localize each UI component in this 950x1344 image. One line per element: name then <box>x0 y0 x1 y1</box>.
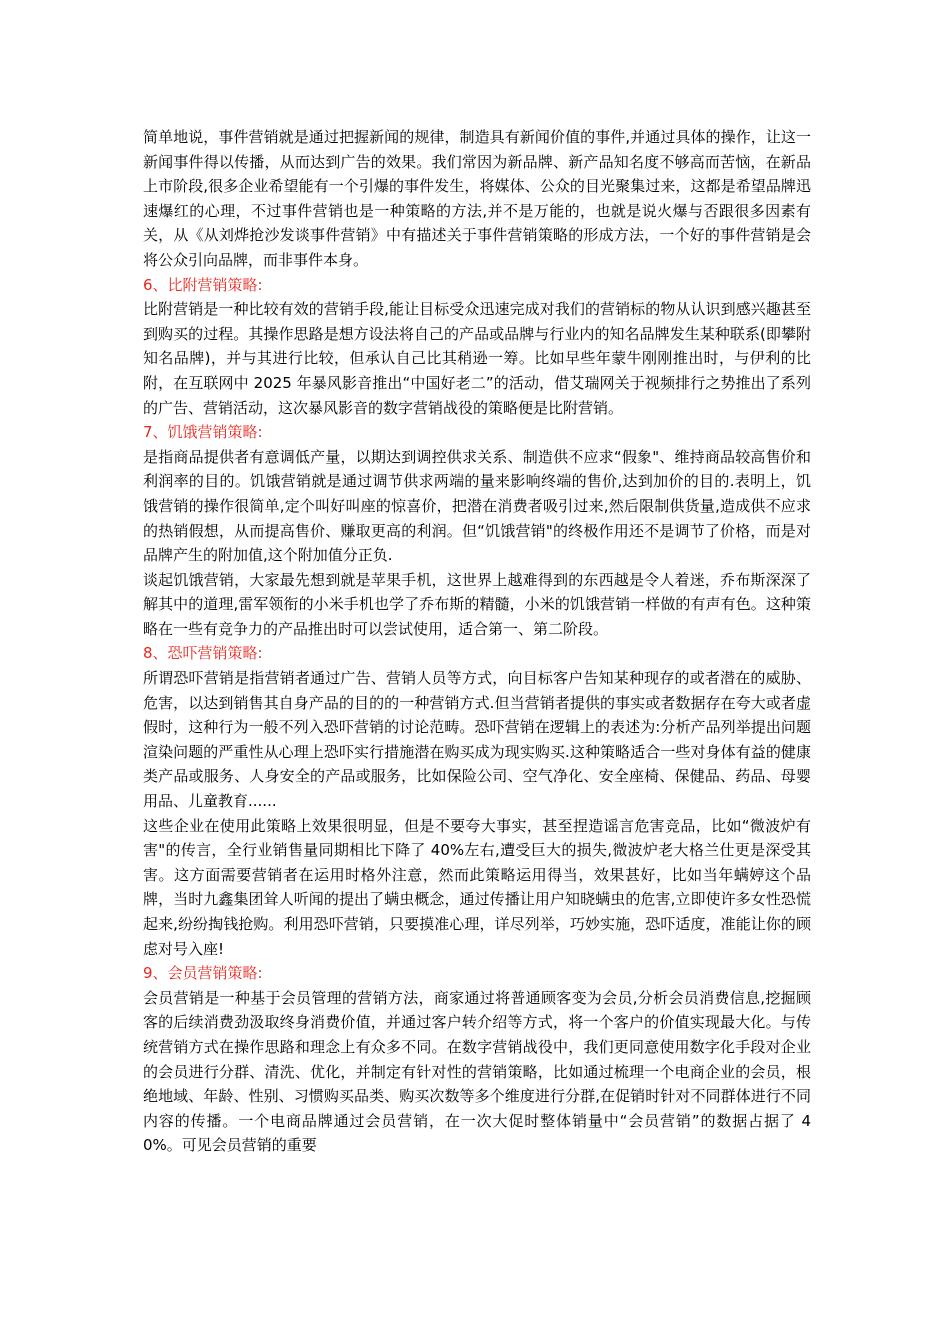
document-page <box>143 125 811 1158</box>
paragraph-hunger-marketing-example: 谈起饥饿营销，大家最先想到就是苹果手机，这世界上越难得到的东西越是令人着迷，乔布斯深深了解其中的道理,雷军领衔的小米手机也学了乔布斯的精髓，小米的饥饿营销一样做的有声有色。这种策略在一些有竞争力的产品推出时可以尝试使用，适合第一、第二阶段。 <box>143 570 811 638</box>
paragraph-fear-marketing-example: 这些企业在使用此策略上效果很明显，但是不要夸大事实，甚至捏造谣言危害竞品，比如“微波炉有害"的传言，全行业销售量同期相比下降了 40%左右,遭受巨大的损失,微波炉老大格兰仕更是深受其害。这方面需要营销者在运用时格外注意，然而此策略运用得当，效果甚好，比如当年螨婷这个品牌，当时九鑫集团耸人听闻的提出了螨虫概念，通过传播让用户知晓螨虫的危害,立即使许多女性恐慌起来,纷纷掏钱抢购。利用恐吓营销，只要摸准心理，详尽列举，巧妙实施，恐吓适度，准能让你的顾虑对号入座! <box>143 816 811 958</box>
paragraph-hunger-marketing-definition: 是指商品提供者有意调低产量，以期达到调控供求关系、制造供不应求“假象"、维持商品较高售价和利润率的目的。饥饿营销就是通过调节供求两端的量来影响终端的售价,达到加价的目的.表明上，饥饿营销的操作很简单,定个叫好叫座的惊喜价，把潜在消费者吸引过来,然后限制供货量,造成供不应求的热销假想，从而提高售价、赚取更高的利润。但“饥饿营销"的终极作用还不是调节了价格，而是对品牌产生的附加值,这个附加值分正负. <box>143 447 811 565</box>
paragraph-member-marketing: 会员营销是一种基于会员管理的营销方法，商家通过将普通顾客变为会员,分析会员消费信息,挖掘顾客的后续消费劲汲取终身消费价值，并通过客户转介绍等方式，将一个客户的价值实现最大化。与传统营销方式在操作思路和理念上有众多不同。在数字营销战役中，我们更同意使用数字化手段对企业的会员进行分群、清洗、优化，并制定有针对性的营销策略，比如通过梳理一个电商企业的会员，根绝地域、年龄、性别、习惯购买品类、购买次数等多个维度进行分群,在促销时针对不同群体进行不同内容的传播。一个电商品牌通过会员营销，在一次大促时整体销量中“会员营销”的数据占据了 40%。可见会员营销的重要 <box>143 988 811 1155</box>
paragraph-event-marketing-summary: 简单地说，事件营销就是通过把握新闻的规律，制造具有新闻价值的事件,并通过具体的操作，让这一新闻事件得以传播，从而达到广告的效果。我们常因为新品牌、新产品知名度不够高而苦恼，在新品上市阶段,很多企业希望能有一个引爆的事件发生，将媒体、公众的目光聚集过来，这都是希望品牌迅速爆红的心理，不过事件营销也是一种策略的方法,并不是万能的，也就是说火爆与否跟很多因素有关，从《从刘烨抢沙发谈事件营销》中有描述关于事件营销策略的形成方法，一个好的事件营销是会将公众引向品牌，而非事件本身。 <box>143 128 811 269</box>
heading-comparison-marketing: 6、比附营销策略: <box>143 275 263 294</box>
paragraph-comparison-marketing: 比附营销是一种比较有效的营销手段,能让目标受众迅速完成对我们的营销标的物从认识到感兴趣甚至到购买的过程。其操作思路是想方设法将自己的产品或品牌与行业内的知名品牌发生某种联系(即攀附知名品牌)，并与其进行比较，但承认自己比其稍逊一筹。比如早些年蒙牛刚刚推出时，与伊利的比附，在互联网中 2025 年暴风影音推出“中国好老二”的活动，借艾瑞网关于视频排行之势推出了系列的广告、营销活动，这次暴风影音的数字营销战役的策略便是比附营销。 <box>143 300 811 417</box>
heading-member-marketing: 9、会员营销策略: <box>143 964 263 983</box>
heading-fear-marketing: 8、恐吓营销策略: <box>143 644 263 663</box>
heading-hunger-marketing: 7、饥饿营销策略: <box>143 423 263 442</box>
paragraph-fear-marketing-definition: 所谓恐吓营销是指营销者通过广告、营销人员等方式，向目标客户告知某种现存的或者潜在的威胁、危害，以达到销售其自身产品的目的的一种营销方式.但当营销者提供的事实或者数据存在夸大或者虚假时，这种行为一般不列入恐吓营销的讨论范畴。恐吓营销在逻辑上的表述为:分析产品列举提出问题渲染问题的严重性从心理上恐吓实行措施潜在购买成为现实购买.这种策略适合一些对身体有益的健康类产品或服务、人身安全的产品或服务，比如保险公司、空气净化、安全座椅、保健品、药品、母婴用品、儿童教育...... <box>143 669 811 811</box>
